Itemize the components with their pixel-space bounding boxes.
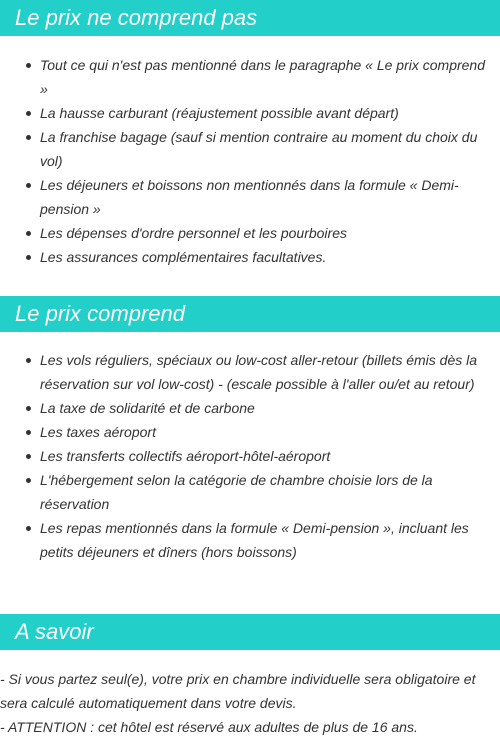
list-item: La taxe de solidarité et de carbone xyxy=(40,396,494,420)
bullet-dot-icon xyxy=(26,111,31,116)
list-item: Tout ce qui n'est pas mentionné dans le paragraphe « Le prix comprend » xyxy=(40,53,494,101)
list-item: Les transferts collectifs aéroport-hôtel-aéroport xyxy=(40,444,494,468)
section-header-included xyxy=(0,296,500,332)
bullet-dot-icon xyxy=(26,526,31,531)
bullet-dot-icon xyxy=(26,63,31,68)
bullet-dot-icon xyxy=(26,135,31,140)
info-title: A savoir xyxy=(15,619,94,644)
list-item: L'hébergement selon la catégorie de chambre choisie lors de la réservation xyxy=(40,468,494,516)
bullet-dot-icon xyxy=(26,454,31,459)
list-item: Les vols réguliers, spéciaux ou low-cost aller-retour (billets émis dès la réservation sur vol low-cost) - (escale possible à l'aller ou/et au retour) xyxy=(40,348,494,396)
excluded-list xyxy=(0,53,500,269)
list-item: Les assurances complémentaires facultatives. xyxy=(40,245,494,269)
bullet-dot-icon xyxy=(26,478,31,483)
bullet-dot-icon xyxy=(26,358,31,363)
list-item: Les taxes aéroport xyxy=(40,420,494,444)
included-list xyxy=(0,348,500,564)
bullet-dot-icon xyxy=(26,183,31,188)
bullet-dot-icon xyxy=(26,406,31,411)
list-item: La franchise bagage (sauf si mention contraire au moment du choix du vol) xyxy=(40,125,494,173)
info-line: - Si vous partez seul(e), votre prix en chambre individuelle sera obligatoire et sera calculé automatiquement dans votre devis. xyxy=(0,671,476,711)
list-item: Les dépenses d'ordre personnel et les pourboires xyxy=(40,221,494,245)
list-item: Les repas mentionnés dans la formule « Demi-pension », incluant les petits déjeuners et dîners (hors boissons) xyxy=(40,516,494,564)
list-item: La hausse carburant (réajustement possible avant départ) xyxy=(40,101,494,125)
section-header-info xyxy=(0,614,500,650)
bullet-dot-icon xyxy=(26,231,31,236)
info-notes xyxy=(0,667,500,739)
bullet-dot-icon xyxy=(26,255,31,260)
bullet-dot-icon xyxy=(26,430,31,435)
info-line: - ATTENTION : cet hôtel est réservé aux adultes de plus de 16 ans. xyxy=(0,719,418,735)
included-title: Le prix comprend xyxy=(15,301,185,326)
excluded-title: Le prix ne comprend pas xyxy=(15,5,258,30)
section-header-excluded xyxy=(0,0,500,36)
list-item: Les déjeuners et boissons non mentionnés dans la formule « Demi-pension » xyxy=(40,173,494,221)
